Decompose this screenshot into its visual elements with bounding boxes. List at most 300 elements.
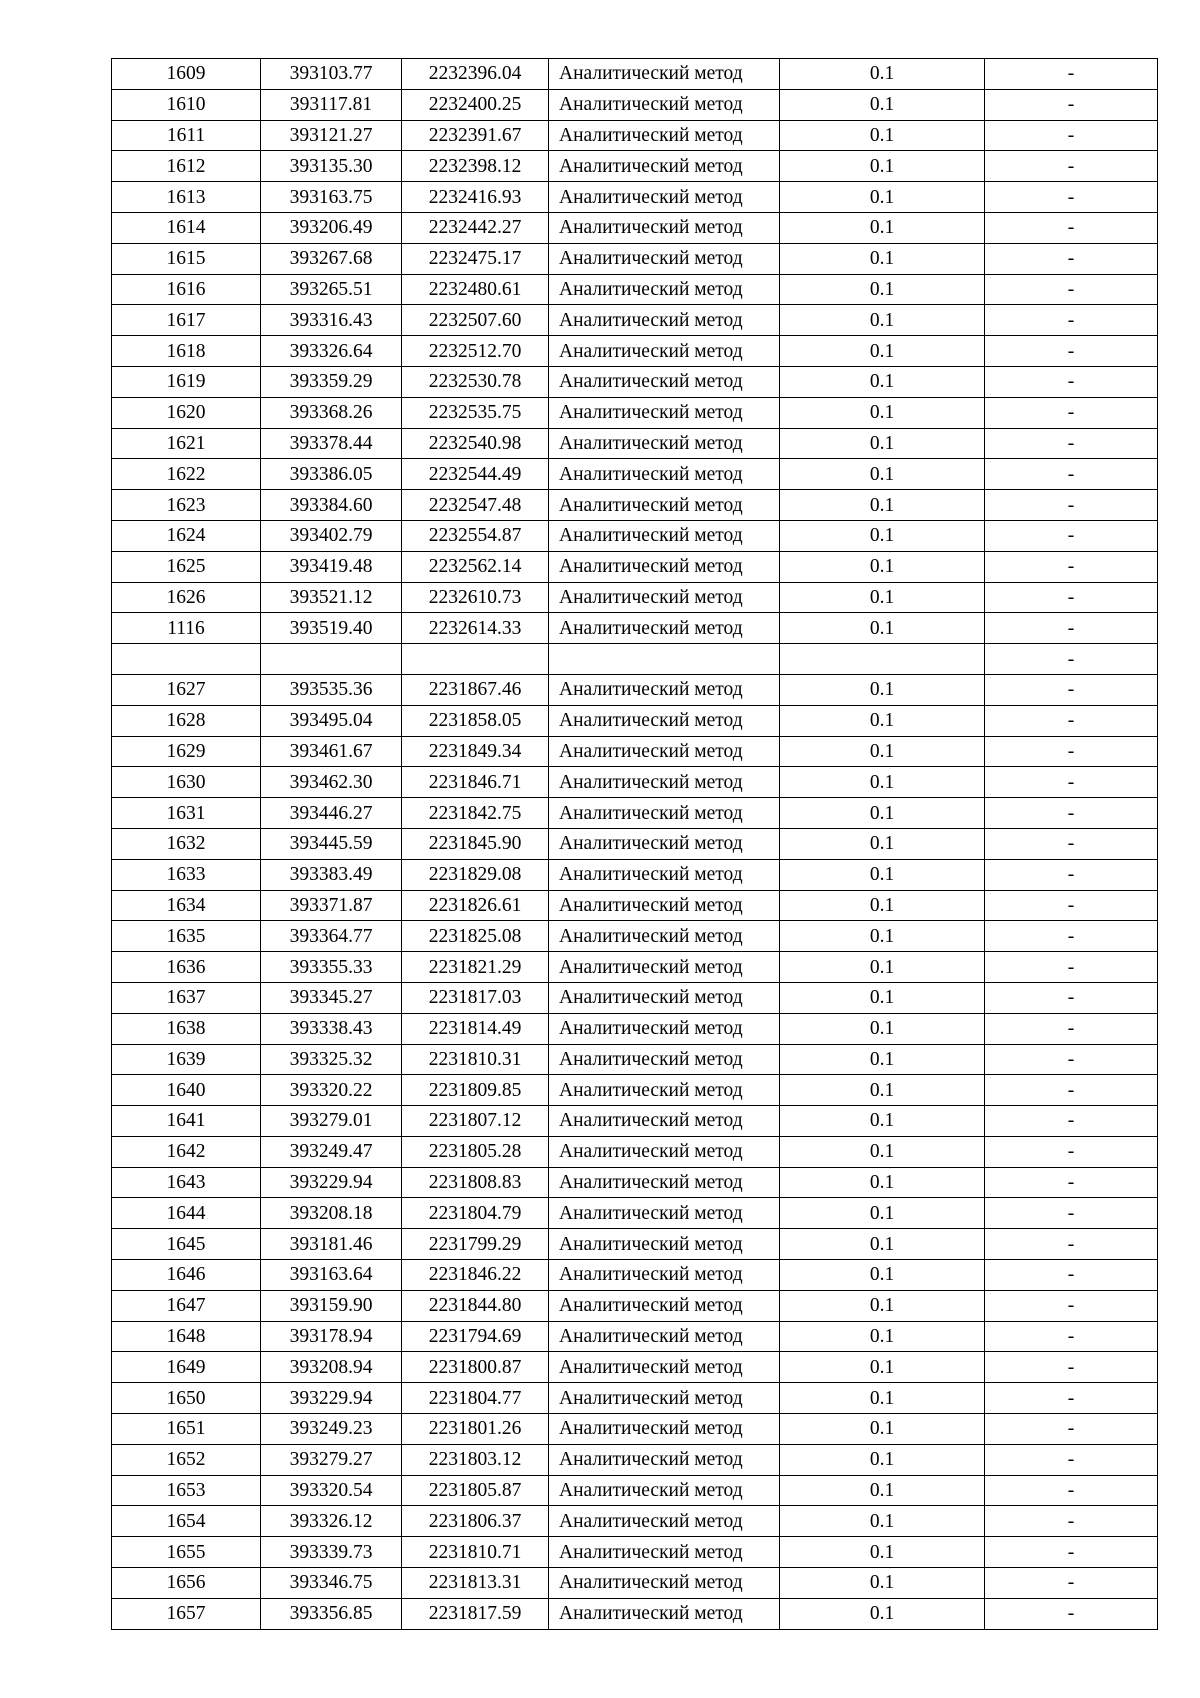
method-cell [549, 644, 780, 675]
method-cell: Аналитический метод [549, 1444, 780, 1475]
description-cell: - [985, 1198, 1158, 1229]
y-coordinate-cell: 2232610.73 [402, 582, 549, 613]
description-cell: - [985, 520, 1158, 551]
y-coordinate-cell: 2232535.75 [402, 397, 549, 428]
table-row [112, 582, 1158, 613]
y-coordinate-cell: 2231806.37 [402, 1506, 549, 1537]
y-coordinate-cell: 2232544.49 [402, 459, 549, 490]
coordinates-table [111, 58, 1158, 1630]
accuracy-cell: 0.1 [780, 1013, 985, 1044]
description-cell: - [985, 1075, 1158, 1106]
method-cell: Аналитический метод [549, 798, 780, 829]
table-row [112, 798, 1158, 829]
accuracy-cell: 0.1 [780, 1598, 985, 1629]
accuracy-cell: 0.1 [780, 336, 985, 367]
description-cell: - [985, 982, 1158, 1013]
y-coordinate-cell: 2231817.03 [402, 982, 549, 1013]
table-row [112, 336, 1158, 367]
coordinates-table-body [112, 59, 1158, 1630]
point-number-cell [112, 644, 261, 675]
method-cell: Аналитический метод [549, 982, 780, 1013]
method-cell: Аналитический метод [549, 212, 780, 243]
y-coordinate-cell: 2231804.79 [402, 1198, 549, 1229]
point-number-cell: 1622 [112, 459, 261, 490]
accuracy-cell: 0.1 [780, 120, 985, 151]
y-coordinate-cell: 2232530.78 [402, 366, 549, 397]
point-number-cell: 1651 [112, 1414, 261, 1445]
table-row [112, 1198, 1158, 1229]
y-coordinate-cell: 2232398.12 [402, 151, 549, 182]
x-coordinate-cell: 393346.75 [261, 1568, 402, 1599]
method-cell: Аналитический метод [549, 828, 780, 859]
description-cell: - [985, 1383, 1158, 1414]
point-number-cell: 1635 [112, 921, 261, 952]
point-number-cell: 1619 [112, 366, 261, 397]
point-number-cell: 1632 [112, 828, 261, 859]
method-cell: Аналитический метод [549, 736, 780, 767]
accuracy-cell: 0.1 [780, 1321, 985, 1352]
x-coordinate-cell: 393163.75 [261, 182, 402, 213]
accuracy-cell: 0.1 [780, 243, 985, 274]
description-cell: - [985, 305, 1158, 336]
method-cell: Аналитический метод [549, 1167, 780, 1198]
y-coordinate-cell: 2231794.69 [402, 1321, 549, 1352]
y-coordinate-cell: 2232554.87 [402, 520, 549, 551]
description-cell: - [985, 243, 1158, 274]
x-coordinate-cell: 393378.44 [261, 428, 402, 459]
x-coordinate-cell: 393326.64 [261, 336, 402, 367]
description-cell: - [985, 736, 1158, 767]
y-coordinate-cell: 2231804.77 [402, 1383, 549, 1414]
table-row [112, 1321, 1158, 1352]
method-cell: Аналитический метод [549, 1537, 780, 1568]
description-cell: - [985, 1044, 1158, 1075]
accuracy-cell: 0.1 [780, 582, 985, 613]
accuracy-cell: 0.1 [780, 305, 985, 336]
x-coordinate-cell: 393117.81 [261, 89, 402, 120]
table-row [112, 674, 1158, 705]
description-cell: - [985, 428, 1158, 459]
accuracy-cell: 0.1 [780, 151, 985, 182]
point-number-cell: 1636 [112, 952, 261, 983]
method-cell: Аналитический метод [549, 274, 780, 305]
table-row [112, 644, 1158, 675]
method-cell: Аналитический метод [549, 1598, 780, 1629]
accuracy-cell: 0.1 [780, 274, 985, 305]
point-number-cell: 1644 [112, 1198, 261, 1229]
table-row [112, 89, 1158, 120]
method-cell: Аналитический метод [549, 428, 780, 459]
point-number-cell: 1642 [112, 1136, 261, 1167]
accuracy-cell: 0.1 [780, 1198, 985, 1229]
description-cell: - [985, 767, 1158, 798]
x-coordinate-cell: 393445.59 [261, 828, 402, 859]
point-number-cell: 1621 [112, 428, 261, 459]
description-cell: - [985, 1568, 1158, 1599]
x-coordinate-cell: 393265.51 [261, 274, 402, 305]
table-row [112, 182, 1158, 213]
description-cell: - [985, 151, 1158, 182]
description-cell: - [985, 1229, 1158, 1260]
x-coordinate-cell: 393383.49 [261, 859, 402, 890]
description-cell: - [985, 336, 1158, 367]
accuracy-cell: 0.1 [780, 1506, 985, 1537]
description-cell: - [985, 1444, 1158, 1475]
accuracy-cell: 0.1 [780, 1229, 985, 1260]
description-cell: - [985, 674, 1158, 705]
description-cell: - [985, 582, 1158, 613]
x-coordinate-cell: 393535.36 [261, 674, 402, 705]
method-cell: Аналитический метод [549, 366, 780, 397]
x-coordinate-cell: 393345.27 [261, 982, 402, 1013]
y-coordinate-cell: 2231799.29 [402, 1229, 549, 1260]
x-coordinate-cell: 393446.27 [261, 798, 402, 829]
table-row [112, 151, 1158, 182]
accuracy-cell: 0.1 [780, 798, 985, 829]
description-cell: - [985, 1290, 1158, 1321]
x-coordinate-cell: 393279.27 [261, 1444, 402, 1475]
table-row [112, 1444, 1158, 1475]
method-cell: Аналитический метод [549, 520, 780, 551]
table-row [112, 1598, 1158, 1629]
table-row [112, 59, 1158, 90]
description-cell: - [985, 828, 1158, 859]
y-coordinate-cell: 2232547.48 [402, 490, 549, 521]
description-cell: - [985, 1537, 1158, 1568]
x-coordinate-cell: 393384.60 [261, 490, 402, 521]
x-coordinate-cell: 393206.49 [261, 212, 402, 243]
method-cell: Аналитический метод [549, 1321, 780, 1352]
method-cell: Аналитический метод [549, 397, 780, 428]
description-cell: - [985, 644, 1158, 675]
y-coordinate-cell: 2231810.31 [402, 1044, 549, 1075]
method-cell: Аналитический метод [549, 952, 780, 983]
accuracy-cell: 0.1 [780, 674, 985, 705]
table-row [112, 1475, 1158, 1506]
y-coordinate-cell: 2231846.22 [402, 1260, 549, 1291]
method-cell: Аналитический метод [549, 1136, 780, 1167]
table-row [112, 921, 1158, 952]
table-row [112, 1013, 1158, 1044]
table-row [112, 1568, 1158, 1599]
y-coordinate-cell: 2232540.98 [402, 428, 549, 459]
y-coordinate-cell: 2232480.61 [402, 274, 549, 305]
x-coordinate-cell: 393495.04 [261, 705, 402, 736]
method-cell: Аналитический метод [549, 1414, 780, 1445]
y-coordinate-cell: 2232512.70 [402, 336, 549, 367]
accuracy-cell: 0.1 [780, 1260, 985, 1291]
table-row [112, 459, 1158, 490]
y-coordinate-cell: 2231817.59 [402, 1598, 549, 1629]
point-number-cell: 1617 [112, 305, 261, 336]
description-cell: - [985, 120, 1158, 151]
point-number-cell: 1641 [112, 1106, 261, 1137]
method-cell: Аналитический метод [549, 89, 780, 120]
x-coordinate-cell: 393229.94 [261, 1383, 402, 1414]
y-coordinate-cell: 2231825.08 [402, 921, 549, 952]
y-coordinate-cell: 2231821.29 [402, 952, 549, 983]
accuracy-cell: 0.1 [780, 428, 985, 459]
y-coordinate-cell: 2231844.80 [402, 1290, 549, 1321]
point-number-cell: 1655 [112, 1537, 261, 1568]
description-cell: - [985, 274, 1158, 305]
point-number-cell: 1116 [112, 613, 261, 644]
y-coordinate-cell: 2231807.12 [402, 1106, 549, 1137]
x-coordinate-cell: 393135.30 [261, 151, 402, 182]
method-cell: Аналитический метод [549, 551, 780, 582]
y-coordinate-cell: 2231805.87 [402, 1475, 549, 1506]
accuracy-cell: 0.1 [780, 828, 985, 859]
accuracy-cell: 0.1 [780, 1352, 985, 1383]
x-coordinate-cell: 393103.77 [261, 59, 402, 90]
x-coordinate-cell: 393355.33 [261, 952, 402, 983]
x-coordinate-cell: 393229.94 [261, 1167, 402, 1198]
x-coordinate-cell [261, 644, 402, 675]
table-row [112, 1075, 1158, 1106]
table-row [112, 243, 1158, 274]
accuracy-cell: 0.1 [780, 982, 985, 1013]
x-coordinate-cell: 393338.43 [261, 1013, 402, 1044]
x-coordinate-cell: 393316.43 [261, 305, 402, 336]
accuracy-cell: 0.1 [780, 397, 985, 428]
table-row [112, 952, 1158, 983]
y-coordinate-cell [402, 644, 549, 675]
accuracy-cell: 0.1 [780, 1444, 985, 1475]
method-cell: Аналитический метод [549, 1383, 780, 1414]
x-coordinate-cell: 393419.48 [261, 551, 402, 582]
x-coordinate-cell: 393320.54 [261, 1475, 402, 1506]
accuracy-cell: 0.1 [780, 705, 985, 736]
table-row [112, 212, 1158, 243]
x-coordinate-cell: 393461.67 [261, 736, 402, 767]
method-cell: Аналитический метод [549, 336, 780, 367]
accuracy-cell: 0.1 [780, 59, 985, 90]
point-number-cell: 1628 [112, 705, 261, 736]
accuracy-cell: 0.1 [780, 1568, 985, 1599]
point-number-cell: 1639 [112, 1044, 261, 1075]
table-row [112, 366, 1158, 397]
x-coordinate-cell: 393320.22 [261, 1075, 402, 1106]
table-row [112, 1352, 1158, 1383]
method-cell: Аналитический метод [549, 1044, 780, 1075]
y-coordinate-cell: 2231849.34 [402, 736, 549, 767]
method-cell: Аналитический метод [549, 859, 780, 890]
point-number-cell: 1650 [112, 1383, 261, 1414]
accuracy-cell: 0.1 [780, 890, 985, 921]
accuracy-cell: 0.1 [780, 1136, 985, 1167]
description-cell: - [985, 89, 1158, 120]
table-row [112, 428, 1158, 459]
x-coordinate-cell: 393121.27 [261, 120, 402, 151]
point-number-cell: 1631 [112, 798, 261, 829]
table-row [112, 1290, 1158, 1321]
x-coordinate-cell: 393178.94 [261, 1321, 402, 1352]
y-coordinate-cell: 2231803.12 [402, 1444, 549, 1475]
point-number-cell: 1614 [112, 212, 261, 243]
point-number-cell: 1649 [112, 1352, 261, 1383]
point-number-cell: 1648 [112, 1321, 261, 1352]
method-cell: Аналитический метод [549, 151, 780, 182]
method-cell: Аналитический метод [549, 674, 780, 705]
description-cell: - [985, 1260, 1158, 1291]
x-coordinate-cell: 393249.23 [261, 1414, 402, 1445]
table-row [112, 859, 1158, 890]
accuracy-cell: 0.1 [780, 1475, 985, 1506]
y-coordinate-cell: 2231813.31 [402, 1568, 549, 1599]
description-cell: - [985, 952, 1158, 983]
method-cell: Аналитический метод [549, 1075, 780, 1106]
accuracy-cell: 0.1 [780, 1414, 985, 1445]
table-row [112, 274, 1158, 305]
accuracy-cell: 0.1 [780, 1383, 985, 1414]
y-coordinate-cell: 2232475.17 [402, 243, 549, 274]
x-coordinate-cell: 393208.18 [261, 1198, 402, 1229]
method-cell: Аналитический метод [549, 1229, 780, 1260]
point-number-cell: 1609 [112, 59, 261, 90]
accuracy-cell: 0.1 [780, 520, 985, 551]
description-cell: - [985, 182, 1158, 213]
method-cell: Аналитический метод [549, 1290, 780, 1321]
point-number-cell: 1612 [112, 151, 261, 182]
y-coordinate-cell: 2231801.26 [402, 1414, 549, 1445]
y-coordinate-cell: 2231809.85 [402, 1075, 549, 1106]
method-cell: Аналитический метод [549, 1198, 780, 1229]
point-number-cell: 1618 [112, 336, 261, 367]
description-cell: - [985, 890, 1158, 921]
y-coordinate-cell: 2232442.27 [402, 212, 549, 243]
method-cell: Аналитический метод [549, 890, 780, 921]
table-row [112, 736, 1158, 767]
point-number-cell: 1627 [112, 674, 261, 705]
accuracy-cell [780, 644, 985, 675]
y-coordinate-cell: 2231845.90 [402, 828, 549, 859]
accuracy-cell: 0.1 [780, 89, 985, 120]
description-cell: - [985, 459, 1158, 490]
point-number-cell: 1656 [112, 1568, 261, 1599]
x-coordinate-cell: 393279.01 [261, 1106, 402, 1137]
y-coordinate-cell: 2231800.87 [402, 1352, 549, 1383]
point-number-cell: 1613 [112, 182, 261, 213]
point-number-cell: 1646 [112, 1260, 261, 1291]
table-row [112, 120, 1158, 151]
y-coordinate-cell: 2231846.71 [402, 767, 549, 798]
y-coordinate-cell: 2232416.93 [402, 182, 549, 213]
description-cell: - [985, 1013, 1158, 1044]
method-cell: Аналитический метод [549, 1506, 780, 1537]
point-number-cell: 1657 [112, 1598, 261, 1629]
y-coordinate-cell: 2231810.71 [402, 1537, 549, 1568]
description-cell: - [985, 1475, 1158, 1506]
x-coordinate-cell: 393163.64 [261, 1260, 402, 1291]
method-cell: Аналитический метод [549, 582, 780, 613]
point-number-cell: 1629 [112, 736, 261, 767]
point-number-cell: 1643 [112, 1167, 261, 1198]
accuracy-cell: 0.1 [780, 182, 985, 213]
method-cell: Аналитический метод [549, 1260, 780, 1291]
table-row [112, 1414, 1158, 1445]
description-cell: - [985, 1167, 1158, 1198]
description-cell: - [985, 705, 1158, 736]
description-cell: - [985, 1414, 1158, 1445]
x-coordinate-cell: 393181.46 [261, 1229, 402, 1260]
y-coordinate-cell: 2231814.49 [402, 1013, 549, 1044]
point-number-cell: 1620 [112, 397, 261, 428]
x-coordinate-cell: 393386.05 [261, 459, 402, 490]
accuracy-cell: 0.1 [780, 1106, 985, 1137]
method-cell: Аналитический метод [549, 59, 780, 90]
table-row [112, 1537, 1158, 1568]
x-coordinate-cell: 393325.32 [261, 1044, 402, 1075]
x-coordinate-cell: 393519.40 [261, 613, 402, 644]
y-coordinate-cell: 2231826.61 [402, 890, 549, 921]
accuracy-cell: 0.1 [780, 736, 985, 767]
method-cell: Аналитический метод [549, 1106, 780, 1137]
accuracy-cell: 0.1 [780, 212, 985, 243]
accuracy-cell: 0.1 [780, 366, 985, 397]
table-row [112, 490, 1158, 521]
x-coordinate-cell: 393208.94 [261, 1352, 402, 1383]
description-cell: - [985, 212, 1158, 243]
method-cell: Аналитический метод [549, 305, 780, 336]
table-row [112, 305, 1158, 336]
table-row [112, 1260, 1158, 1291]
description-cell: - [985, 1321, 1158, 1352]
accuracy-cell: 0.1 [780, 551, 985, 582]
description-cell: - [985, 551, 1158, 582]
point-number-cell: 1623 [112, 490, 261, 521]
accuracy-cell: 0.1 [780, 921, 985, 952]
point-number-cell: 1611 [112, 120, 261, 151]
accuracy-cell: 0.1 [780, 859, 985, 890]
x-coordinate-cell: 393368.26 [261, 397, 402, 428]
table-row [112, 705, 1158, 736]
table-row [112, 613, 1158, 644]
point-number-cell: 1625 [112, 551, 261, 582]
method-cell: Аналитический метод [549, 767, 780, 798]
method-cell: Аналитический метод [549, 1475, 780, 1506]
y-coordinate-cell: 2231805.28 [402, 1136, 549, 1167]
y-coordinate-cell: 2231808.83 [402, 1167, 549, 1198]
method-cell: Аналитический метод [549, 1013, 780, 1044]
accuracy-cell: 0.1 [780, 767, 985, 798]
x-coordinate-cell: 393326.12 [261, 1506, 402, 1537]
method-cell: Аналитический метод [549, 1352, 780, 1383]
method-cell: Аналитический метод [549, 459, 780, 490]
method-cell: Аналитический метод [549, 490, 780, 521]
table-row [112, 1383, 1158, 1414]
x-coordinate-cell: 393339.73 [261, 1537, 402, 1568]
x-coordinate-cell: 393356.85 [261, 1598, 402, 1629]
point-number-cell: 1637 [112, 982, 261, 1013]
y-coordinate-cell: 2232400.25 [402, 89, 549, 120]
point-number-cell: 1647 [112, 1290, 261, 1321]
accuracy-cell: 0.1 [780, 459, 985, 490]
y-coordinate-cell: 2232396.04 [402, 59, 549, 90]
table-row [112, 828, 1158, 859]
y-coordinate-cell: 2231842.75 [402, 798, 549, 829]
method-cell: Аналитический метод [549, 705, 780, 736]
point-number-cell: 1615 [112, 243, 261, 274]
description-cell: - [985, 1106, 1158, 1137]
y-coordinate-cell: 2232507.60 [402, 305, 549, 336]
method-cell: Аналитический метод [549, 120, 780, 151]
accuracy-cell: 0.1 [780, 1075, 985, 1106]
accuracy-cell: 0.1 [780, 613, 985, 644]
x-coordinate-cell: 393364.77 [261, 921, 402, 952]
point-number-cell: 1645 [112, 1229, 261, 1260]
point-number-cell: 1640 [112, 1075, 261, 1106]
method-cell: Аналитический метод [549, 1568, 780, 1599]
